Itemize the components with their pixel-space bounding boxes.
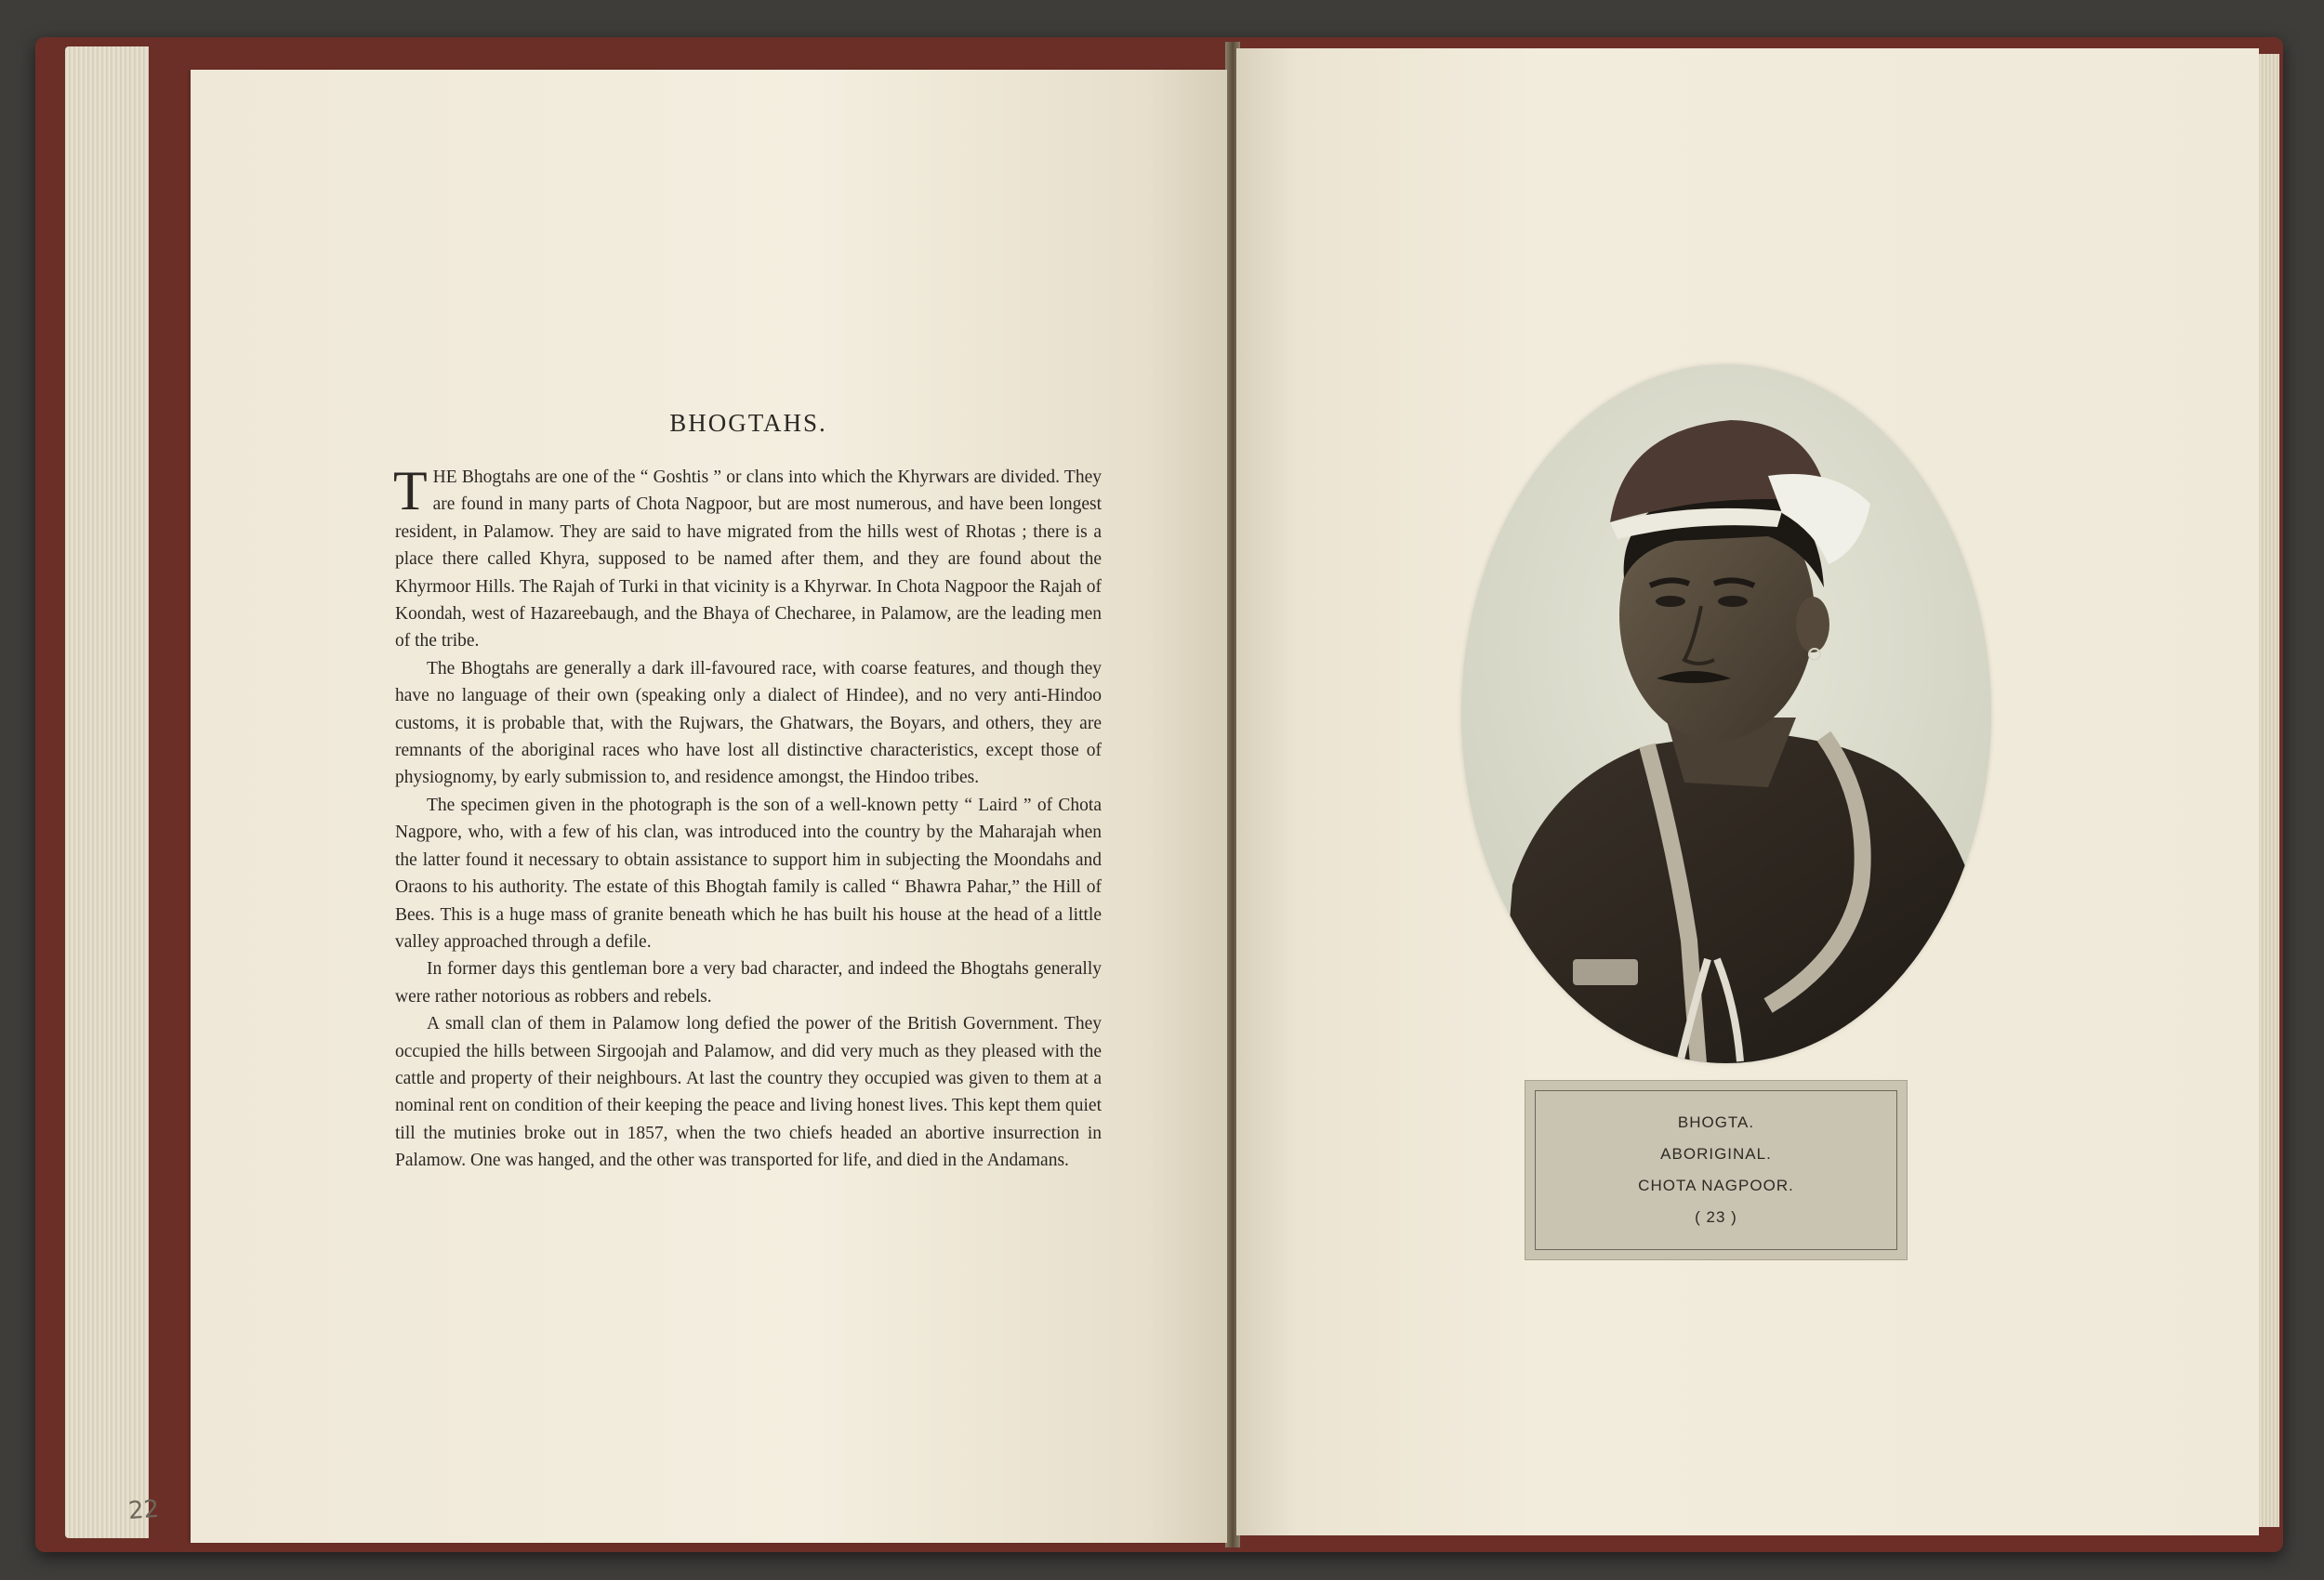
caption-classification: ABORIGINAL. — [1660, 1145, 1772, 1163]
article-text — [395, 409, 1102, 1175]
portrait-illustration — [1461, 364, 1991, 1063]
portrait-photograph — [1461, 364, 1991, 1063]
caption-plate-number: ( 23 ) — [1695, 1208, 1737, 1226]
article-heading: BHOGTAHS. — [669, 409, 827, 437]
caption-title: BHOGTA. — [1677, 1113, 1755, 1131]
pencil-page-number: 22 — [126, 1494, 161, 1526]
paragraph-5: A small clan of them in Palamow long defied the power of the British Government. They occupied the hills between Sirgoojah and Palamow, and did very much as they pleased with the cattle and property of their neighbours. At last the country they occupied was given to them at a nominal rent on condition of their keeping the peace and living honest lives. This kept them quiet till the mutinies broke out in 1857, when the two chiefs headed an abortive insurrection in Palamow. One was hanged, and the other was transported for life, and died in the Andamans. — [395, 1014, 1102, 1171]
paragraph-4: In former days this gentleman bore a very bad character, and indeed the Bhogtahs generally were rather notorious as robbers and rebels. — [395, 959, 1102, 1007]
right-page-stack — [2259, 54, 2279, 1527]
caption-region: CHOTA NAGPOOR. — [1638, 1177, 1794, 1194]
paragraph-1-text: HE Bhogtahs are one of the “ Goshtis ” or clans into which the Khyrwars are divided. They are found in many parts of Chota Nagpoor, but are most numerous, and have been longest resident, in Palamow. They are said to have migrated from the hills west of Rhotas ; there is a place there called Khyra, supposed to be named after them, and they are found about the Khyrmoor Hills. The Rajah of Turki in that vicinity is a Khyrwar. In Chota Nagpoor the Rajah of Koondah, west of Hazareebaugh, and the Bhaya of Checharee, in Palamow, are the leading men of the tribe. — [395, 467, 1102, 652]
left-page-stack — [65, 46, 149, 1538]
drop-cap: T — [393, 460, 428, 521]
caption-frame — [1535, 1090, 1897, 1250]
paragraph-3: The specimen given in the photograph is the son of a well-known petty “ Laird ” of Chota Nagpore, who, with a few of his clan, was introduced into the country by the Maharajah when the latter found it necessary to obtain assistance to support him in subjecting the Moondahs and Oraons to his authority. The estate of this Bhogtah family is called “ Bhawra Pahar,” the Hill of Bees. This is a huge mass of granite beneath which he has built his house at the head of a little valley approached through a defile. — [395, 795, 1102, 952]
paragraph-2: The Bhogtahs are generally a dark ill-favoured race, with coarse features, and though they have no language of their own (speaking only a dialect of Hindee), and no very anti-Hindoo customs, it is probable that, with the Rujwars, the Ghatwars, the Boyars, and others, they are remnants of the aboriginal races who have lost all distinctive characteristics, except those of physiognomy, by early submission to, and residence amongst, the Hindoo tribes. — [395, 658, 1102, 788]
caption-plate — [1525, 1080, 1908, 1260]
paragraph-1 — [393, 460, 1102, 655]
